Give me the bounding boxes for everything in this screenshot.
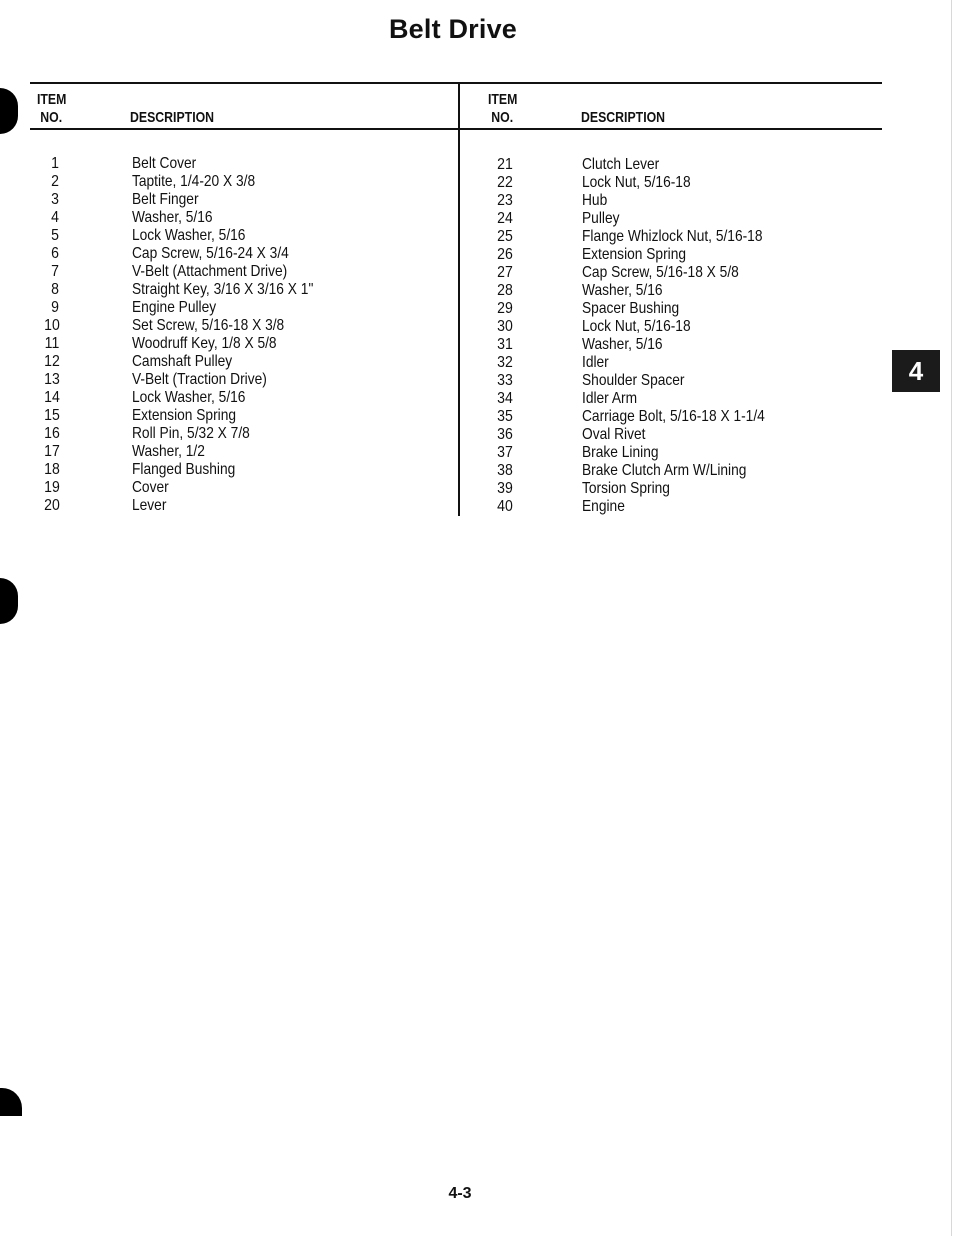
item-description: Brake Clutch Arm W/Lining (582, 462, 747, 479)
table-row (0, 372, 890, 390)
table-row (0, 354, 890, 372)
item-description: Cap Screw, 5/16-18 X 5/8 (582, 264, 739, 281)
item-description: Shoulder Spacer (582, 372, 685, 389)
item-description: V-Belt (Traction Drive) (132, 371, 267, 388)
item-number: 15 (44, 407, 60, 424)
item-number: 9 (51, 299, 59, 316)
item-number: 13 (44, 371, 60, 388)
left-header-description: DESCRIPTION (130, 109, 215, 126)
table-row (0, 264, 890, 282)
item-description: Carriage Bolt, 5/16-18 X 1-1/4 (582, 408, 765, 425)
item-number: 10 (44, 317, 60, 334)
item-number: 16 (44, 425, 60, 442)
item-description: Lever (132, 497, 167, 514)
table-row (0, 300, 890, 318)
item-number: 27 (497, 264, 513, 281)
item-description: Extension Spring (132, 407, 237, 424)
item-description: Brake Lining (582, 444, 659, 461)
item-description: Flange Whizlock Nut, 5/16-18 (582, 228, 763, 245)
item-description: Extension Spring (582, 246, 687, 263)
item-description: Flanged Bushing (132, 461, 236, 478)
right-header-item: ITEM NO. (488, 91, 518, 126)
item-number: 30 (497, 318, 513, 335)
table-row (0, 480, 890, 498)
item-number: 14 (44, 389, 60, 406)
item-number: 11 (44, 335, 60, 352)
item-number: 8 (51, 281, 59, 298)
item-description: Spacer Bushing (582, 300, 680, 317)
table-row (0, 246, 890, 264)
item-description: Set Screw, 5/16-18 X 3/8 (132, 317, 285, 334)
item-description: Camshaft Pulley (132, 353, 233, 370)
item-number: 20 (44, 497, 60, 514)
binder-hole-bottom (0, 1088, 22, 1116)
item-description: Straight Key, 3/16 X 3/16 X 1" (132, 281, 314, 298)
item-description: Oval Rivet (582, 426, 646, 443)
section-tab: 4 (892, 350, 940, 392)
page-edge (951, 0, 952, 1236)
item-number: 32 (497, 354, 513, 371)
item-number: 22 (497, 174, 513, 191)
item-number: 25 (497, 228, 513, 245)
table-row (0, 444, 890, 462)
item-number: 34 (497, 390, 513, 407)
right-header-description: DESCRIPTION (581, 109, 666, 126)
table-row (0, 156, 890, 174)
item-description: Belt Finger (132, 191, 199, 208)
table-row (0, 318, 890, 336)
item-number: 35 (497, 408, 513, 425)
table-top-rule (30, 82, 882, 84)
item-number: 12 (44, 353, 60, 370)
table-row (0, 192, 890, 210)
table-row (0, 174, 890, 192)
item-description: Engine (582, 498, 625, 515)
item-description: Lock Nut, 5/16-18 (582, 174, 691, 191)
binder-hole-middle (0, 578, 18, 624)
item-description: Lock Washer, 5/16 (132, 227, 246, 244)
table-row (0, 498, 890, 516)
table-row (0, 408, 890, 426)
table-header-rule (30, 128, 882, 130)
item-description: Roll Pin, 5/32 X 7/8 (132, 425, 250, 442)
table-row (0, 426, 890, 444)
table-row (0, 228, 890, 246)
item-number: 7 (51, 263, 59, 280)
item-description: Cover (132, 479, 169, 496)
item-number: 36 (497, 426, 513, 443)
item-number: 18 (44, 461, 60, 478)
item-description: Lock Nut, 5/16-18 (582, 318, 691, 335)
item-number: 40 (497, 498, 513, 515)
item-number: 38 (497, 462, 513, 479)
item-number: 5 (51, 227, 59, 244)
item-number: 24 (497, 210, 513, 227)
item-number: 28 (497, 282, 513, 299)
page-number: 4-3 (448, 1185, 472, 1202)
item-number: 21 (497, 156, 513, 173)
item-description: Engine Pulley (132, 299, 217, 316)
item-description: Idler Arm (582, 390, 638, 407)
item-number: 1 (51, 155, 59, 172)
item-number: 2 (51, 173, 59, 190)
item-number: 33 (497, 372, 513, 389)
item-number: 26 (497, 246, 513, 263)
left-header-item: ITEM NO. (37, 91, 67, 126)
item-number: 39 (497, 480, 513, 497)
item-description: Taptite, 1/4-20 X 3/8 (132, 173, 256, 190)
item-description: V-Belt (Attachment Drive) (132, 263, 288, 280)
item-number: 6 (51, 245, 59, 262)
item-description: Pulley (582, 210, 620, 227)
item-description: Cap Screw, 5/16-24 X 3/4 (132, 245, 289, 262)
item-description: Clutch Lever (582, 156, 660, 173)
item-description: Torsion Spring (582, 480, 670, 497)
table-row (0, 336, 890, 354)
item-description: Woodruff Key, 1/8 X 5/8 (132, 335, 277, 352)
item-description: Washer, 5/16 (582, 282, 663, 299)
table-row (0, 282, 890, 300)
table-row (0, 462, 890, 480)
item-description: Belt Cover (132, 155, 197, 172)
item-description: Lock Washer, 5/16 (132, 389, 246, 406)
item-description: Washer, 5/16 (132, 209, 213, 226)
right-parts-list (0, 156, 890, 516)
item-description: Washer, 1/2 (132, 443, 205, 460)
item-description: Hub (582, 192, 608, 209)
binder-hole-top (0, 88, 18, 134)
item-number: 4 (51, 209, 59, 226)
page-title: Belt Drive (388, 14, 518, 44)
item-number: 37 (497, 444, 513, 461)
item-description: Idler (582, 354, 609, 371)
item-number: 23 (497, 192, 513, 209)
table-row (0, 210, 890, 228)
item-description: Washer, 5/16 (582, 336, 663, 353)
item-number: 19 (44, 479, 60, 496)
item-number: 17 (44, 443, 60, 460)
table-row (0, 390, 890, 408)
item-number: 31 (497, 336, 513, 353)
item-number: 29 (497, 300, 513, 317)
item-number: 3 (51, 191, 59, 208)
